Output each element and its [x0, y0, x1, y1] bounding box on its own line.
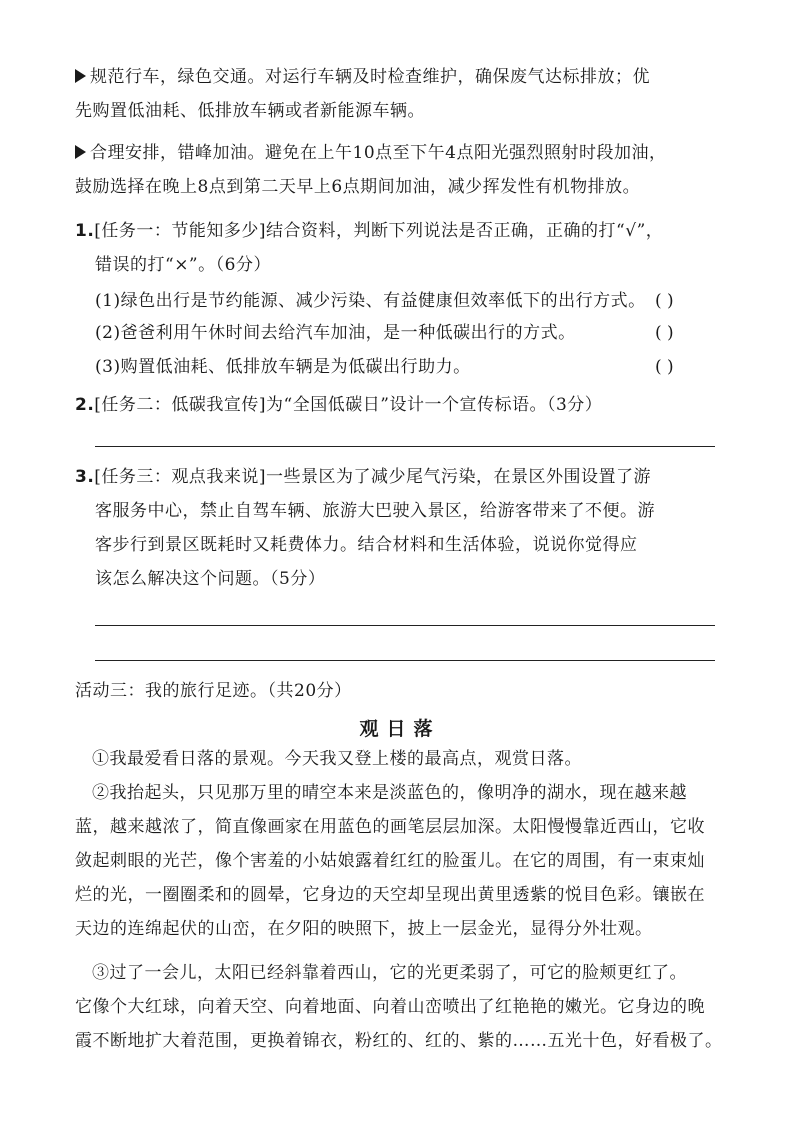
q1-item-3: (3)购置低油耗、低排放车辆是为低碳出行助力。: [95, 357, 471, 377]
triangle-bullet-icon: [75, 69, 86, 83]
q1-item-2-answer-blank[interactable]: ( ): [655, 323, 674, 343]
q3-number: 3.: [75, 467, 95, 487]
q1-line-2: 错误的打“×”。（6分）: [95, 255, 271, 275]
bullet-1-line-1: 规范行车，绿色交通。对运行车辆及时检查维护，确保废气达标排放；优: [75, 66, 650, 88]
q1-number: 1.: [75, 221, 95, 241]
q1-item-1-answer-blank[interactable]: ( ): [655, 291, 674, 311]
q1-item-1: (1)绿色出行是节约能源、减少污染、有益健康但效率低下的出行方式。: [95, 291, 646, 311]
q2-number: 2.: [75, 395, 95, 415]
q3-answer-line-1[interactable]: [95, 625, 715, 626]
essay-p2-line-1: ②我抬起头，只见那万里的晴空本来是淡蓝色的，像明净的湖水，现在越来越: [92, 783, 687, 803]
bullet-2-line-1: 合理安排，错峰加油。避免在上午10点至下午4点阳光强烈照射时段加油，: [75, 142, 666, 164]
q1-item-3-answer-blank[interactable]: ( ): [655, 357, 674, 377]
q3-answer-line-2[interactable]: [95, 660, 715, 661]
essay-title: 观日落: [359, 718, 441, 740]
triangle-bullet-icon: [75, 145, 86, 159]
q2-line: 2.[任务二：低碳我宣传]为“全国低碳日”设计一个宣传标语。（3分）: [75, 395, 603, 415]
q3-line-1: 3.[任务三：观点我来说]一些景区为了减少尾气污染，在景区外围设置了游: [75, 467, 652, 487]
essay-p2-line-2: 蓝，越来越浓了，简直像画家在用蓝色的画笔层层加深。太阳慢慢靠近西山，它收: [75, 817, 705, 837]
essay-p1-line-1: ①我最爱看日落的景观。今天我又登上楼的最高点，观赏日落。: [92, 749, 582, 769]
q3-line-4: 该怎么解决这个问题。（5分）: [95, 569, 326, 589]
essay-p3-line-2: 它像个大红球，向着天空、向着地面、向着山峦喷出了红艳艳的嫩光。它身边的晚: [75, 997, 705, 1017]
bullet-1-line-2: 先购置低油耗、低排放车辆或者新能源车辆。: [75, 101, 425, 121]
activity-heading: 活动三：我的旅行足迹。（共20分）: [75, 681, 352, 701]
essay-p2-line-3: 敛起刺眼的光芒，像个害羞的小姑娘露着红红的脸蛋儿。在它的周围，有一束束灿: [75, 851, 705, 871]
q3-line-3: 客步行到景区既耗时又耗费体力。结合材料和生活体验，说说你觉得应: [95, 535, 638, 555]
q1-line-1: 1.[任务一：节能知多少]结合资料，判断下列说法是否正确，正确的打“√”，: [75, 221, 664, 241]
essay-p2-line-4: 烂的光，一圈圈柔和的圆晕，它身边的天空却呈现出黄里透紫的悦目色彩。镶嵌在: [75, 885, 705, 905]
essay-p2-line-5: 天边的连绵起伏的山峦，在夕阳的映照下，披上一层金光，显得分外壮观。: [75, 919, 653, 939]
essay-p3-line-3: 霞不断地扩大着范围，更换着锦衣，粉红的、红的、紫的……五光十色，好看极了。: [75, 1031, 723, 1051]
bullet-2-line-2: 鼓励选择在晚上8点到第二天早上6点期间加油，减少挥发性有机物排放。: [75, 177, 641, 197]
q2-answer-line[interactable]: [95, 446, 715, 447]
essay-p3-line-1: ③过了一会儿，太阳已经斜靠着西山，它的光更柔弱了，可它的脸颊更红了。: [92, 963, 687, 983]
q1-item-2: (2)爸爸利用午休时间去给汽车加油，是一种低碳出行的方式。: [95, 323, 576, 343]
q3-line-2: 客服务中心，禁止自驾车辆、旅游大巴驶入景区，给游客带来了不便。游: [95, 501, 655, 521]
